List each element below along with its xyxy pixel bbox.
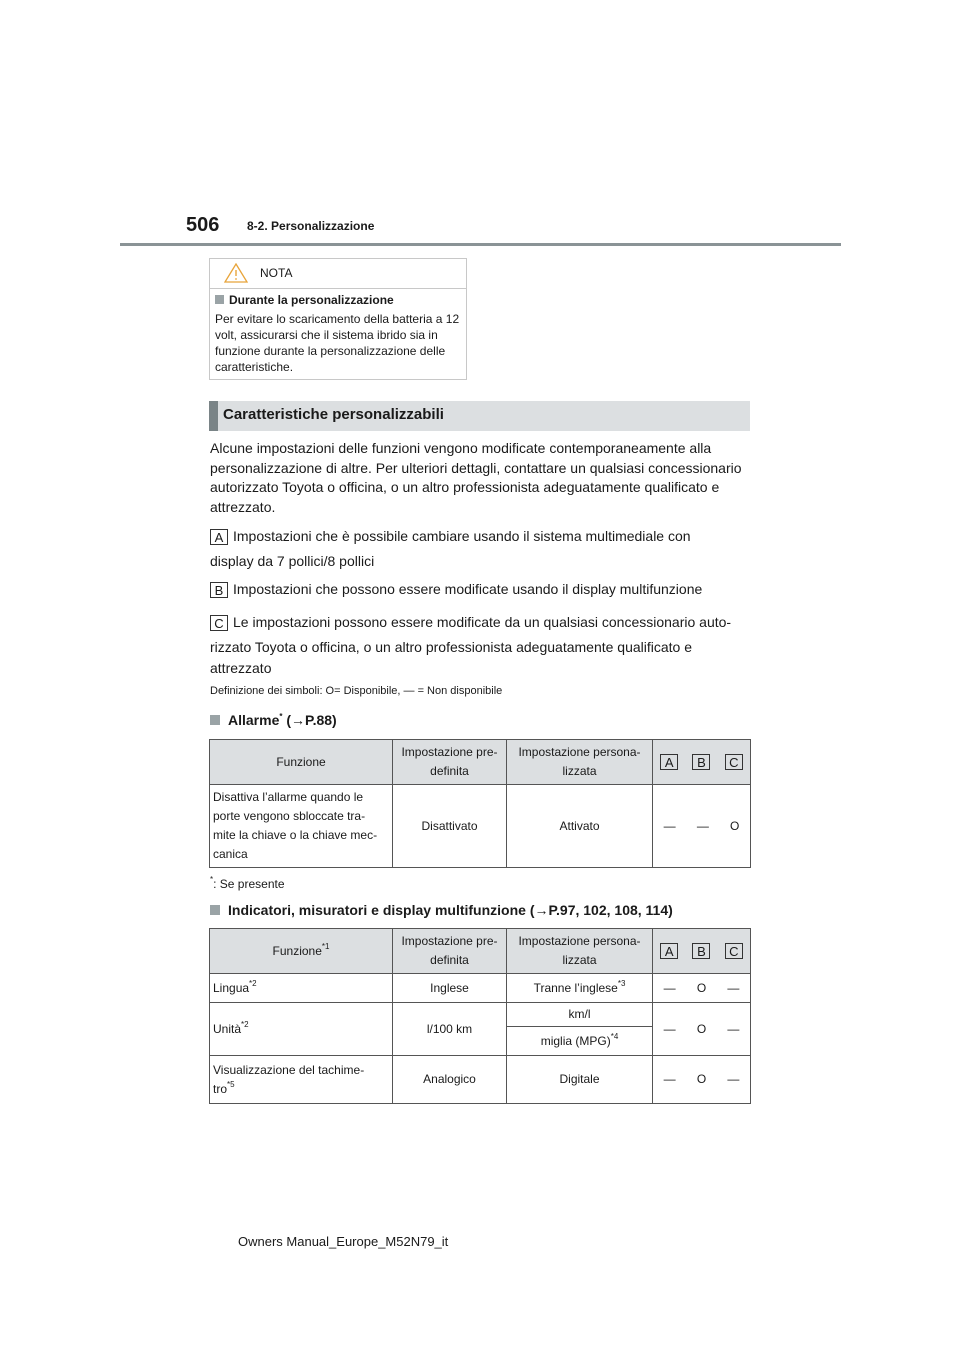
nota-text: Per evitare lo scaricamento della batteria a 12 volt, assicurarsi che il sistema ibrido sia in funzione durante la personalizzazione delle caratteristiche. — [215, 312, 460, 374]
square-bullet-icon — [215, 295, 224, 304]
cell-funzione: Visualizzazione del tachime- tro$^{*5}$ — [210, 1056, 393, 1104]
legend-b: B Impostazioni che possono essere modificate usando il display multifunzione — [210, 578, 755, 600]
col-predefinita: Impostazione pre- definita — [393, 740, 507, 785]
header-divider — [120, 243, 841, 246]
legend-c: C Le impostazioni possono essere modificate da un qualsiasi concessionario auto- — [210, 611, 755, 633]
col-abc — [653, 740, 751, 785]
letter-a-box: A — [210, 529, 228, 545]
allarme-table — [209, 739, 751, 868]
letter-b-box: B — [692, 943, 710, 959]
col-abc — [653, 929, 751, 974]
section-title: 8-2. Personalizzazione — [247, 219, 375, 233]
square-bullet-icon — [210, 715, 220, 725]
footnote: *: Se presente — [210, 875, 285, 891]
cell-funzione: Lingua$^{*2}$ — [210, 974, 393, 1003]
legend-a: A Impostazioni che è possibile cambiare usando il sistema multimediale con — [210, 525, 755, 547]
cell-predefinita: l/100 km — [393, 1003, 507, 1056]
cell-abc: — — O — [653, 785, 751, 868]
cell-funzione: Unità$^{*2}$ — [210, 1003, 393, 1056]
cell-personalizzata: km/l — [507, 1003, 653, 1027]
cell-funzione: Disattiva l’allarme quando le porte vengono sbloccate tra- mite la chiave o la chiave mec- canica — [210, 785, 393, 868]
col-predefinita: Impostazione pre- definita — [393, 929, 507, 974]
intro-paragraph: Alcune impostazioni delle funzioni vengono modificate contemporaneamente alla personalizzazione di altre. Per ulteriori dettagli, contattare un qualsiasi concessionario autorizzato Toyota o officina, o un altro professionista adeguatamente qualificato e attrezzato. — [210, 440, 742, 515]
cell-predefinita: Analogico — [393, 1056, 507, 1104]
square-bullet-icon — [210, 905, 220, 915]
section-heading: Caratteristiche personalizzabili — [223, 406, 444, 423]
col-personalizzata: Impostazione persona- lizzata — [507, 740, 653, 785]
letter-c-box: C — [725, 943, 743, 959]
table-row — [210, 1056, 751, 1104]
cell-personalizzata: Tranne l’inglese$^{*3}$ — [507, 974, 653, 1003]
table-row — [210, 785, 751, 868]
cell-predefinita: Disattivato — [393, 785, 507, 868]
letter-c-box: C — [725, 754, 743, 770]
cell-personalizzata: Digitale — [507, 1056, 653, 1104]
letter-a-box: A — [660, 943, 678, 959]
legend-c-cont: rizzato Toyota o officina, o un altro professionista adeguatamente qualificato e — [210, 639, 693, 655]
indicatori-heading: Indicatori, misuratori e display multifunzione (→P.97, 102, 108, 114) — [210, 902, 673, 918]
indicatori-table — [209, 928, 751, 1104]
section-bar-accent — [209, 401, 218, 431]
nota-box — [209, 258, 467, 380]
col-personalizzata: Impostazione persona- lizzata — [507, 929, 653, 974]
letter-c-box: C — [210, 615, 228, 631]
table-row — [210, 1003, 751, 1027]
legend-c-cont-2: attrezzato — [210, 660, 272, 676]
cell-abc: — O — — [653, 1003, 751, 1056]
nota-subtitle: Durante la personalizzazione — [215, 293, 394, 307]
col-funzione: Funzione — [210, 740, 393, 785]
symbol-definition: Definizione dei simboli: O= Disponibile, — = Non disponibile — [210, 685, 503, 697]
cell-personalizzata: miglia (MPG)$^{*4}$ — [507, 1027, 653, 1056]
legend-a-cont: display da 7 pollici/8 pollici — [210, 553, 375, 569]
cell-personalizzata: Attivato — [507, 785, 653, 868]
cell-predefinita: Inglese — [393, 974, 507, 1003]
nota-header — [210, 259, 466, 289]
col-funzione: Funzione$^{*1}$ — [210, 929, 393, 974]
letter-a-box: A — [660, 754, 678, 770]
letter-b-box: B — [210, 582, 228, 598]
cell-abc: — O — — [653, 974, 751, 1003]
letter-b-box: B — [692, 754, 710, 770]
nota-label: NOTA — [260, 266, 293, 280]
warning-icon — [224, 263, 248, 283]
table-row — [210, 974, 751, 1003]
page-number: 506 — [186, 214, 220, 236]
section-heading-bar — [209, 401, 750, 431]
allarme-heading: Allarme* (→P.88) — [210, 712, 337, 728]
footer-doc-id: Owners Manual_Europe_M52N79_it — [238, 1234, 449, 1249]
cell-abc: — O — — [653, 1056, 751, 1104]
